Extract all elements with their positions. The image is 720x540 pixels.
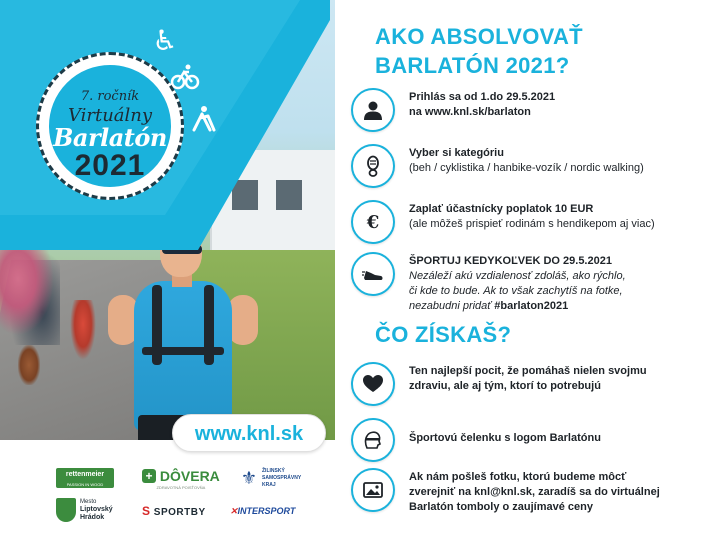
zilina-region-logo: ⚜ ŽILINSKÝ SAMOSPRÁVNY KRAJ xyxy=(238,466,318,496)
website-link[interactable] xyxy=(172,414,326,452)
shoe-sole-icon xyxy=(351,144,395,188)
user-icon xyxy=(351,88,395,132)
hiker-figure xyxy=(108,225,258,440)
sponsor-logos xyxy=(0,458,335,540)
logo-virtual: Virtuálny xyxy=(67,105,153,126)
how-title: AKO ABSOLVOVAŤ BARLATÓN 2021? xyxy=(375,24,583,78)
walking-icon xyxy=(188,104,218,134)
dovera-logo: + DÔVERA ZDRAVOTNÁ POISŤOVŇA xyxy=(142,468,220,490)
website-url: www.knl.sk xyxy=(194,423,304,445)
logo-edition: 7. ročník xyxy=(80,89,140,104)
intersport-logo: ✕INTERSPORT xyxy=(230,506,296,516)
liptovsky-hradok-logo: Mesto Liptovský Hrádok xyxy=(56,498,126,528)
background-dog xyxy=(18,345,40,385)
wheelchair-icon: ♿ xyxy=(152,25,178,56)
info-column: AKO ABSOLVOVAŤ BARLATÓN 2021? Prihlás sa od 1.do 29.5.2021 na www.knl.sk/barlaton Vyber si kategóriu (beh / cyklistika / hanbike-vozík / nordic walking) € Zaplať účastnícky poplatok 10 EUR (ale môžeš prispieť rodinám s hendikepom aj viac) ŠPORTUJ KEDYKOĽVEK DO 29.5.2021 Nezáleží akú vzdialenosť zdoláš, ako rýchlo, či kde to bude. Ak to však zachytíš na fotke, nezabudni pridať #barlaton2021 ČO ZÍSKAŠ? Ten najlepší pocit, že pomáhaš nielen svojmu zdraviu, ale aj tým, ktorí to potrebujú Športovú čelenku s logom Barlatónu Ak nám pošleš fotku, ktorú budeme môcť zverejniť na knl@knl.sk, zaradíš sa do virtuálnej Barlatón tomboly o zaujímavé ceny xyxy=(335,0,720,540)
gain-title: ČO ZÍSKAŠ? xyxy=(375,322,512,347)
background-runners xyxy=(0,235,60,345)
svg-text:€: € xyxy=(366,212,380,233)
background-runner xyxy=(70,300,96,360)
town-crest-icon xyxy=(56,498,76,522)
headband-icon xyxy=(351,418,395,462)
photo-icon xyxy=(351,468,395,512)
logo-barlaton: Barlatón xyxy=(53,123,167,152)
rettenmeier-logo: rettenmeier PASSION IN WOOD xyxy=(56,468,114,488)
bicycle-icon xyxy=(170,62,200,92)
logo-year: 2021 xyxy=(74,149,146,182)
region-crest-icon: ⚜ xyxy=(240,468,258,488)
euro-icon xyxy=(351,200,395,244)
barlaton-logo xyxy=(36,52,184,200)
heart-icon xyxy=(351,362,395,406)
sportby-logo: S SPORTBY xyxy=(142,504,206,518)
sneaker-icon xyxy=(351,252,395,296)
